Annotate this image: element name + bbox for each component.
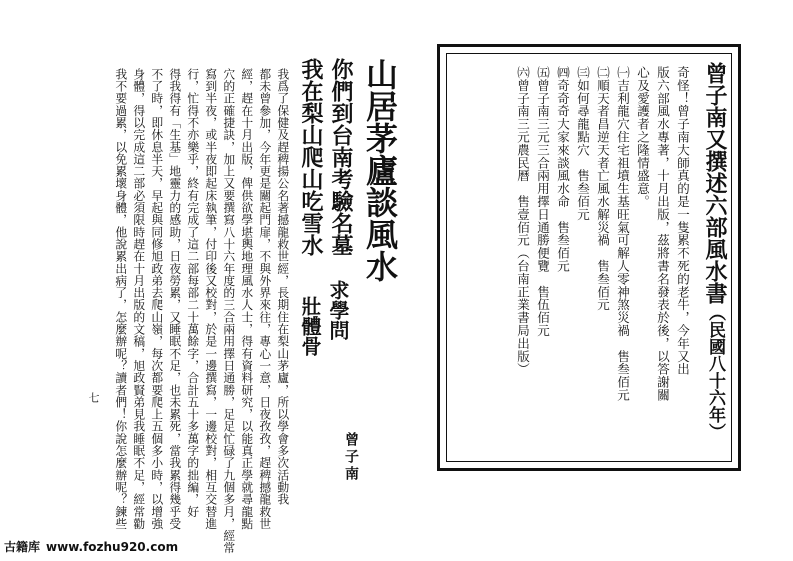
- article-body-line-5: 寫到半夜，或半夜即起床執筆，付印後又校對，於是一邊撰寫，一邊校對，相互交替進: [203, 68, 218, 530]
- advertisement-title-note: （民國八十六年）: [705, 304, 725, 440]
- article-title: 山居茅廬談風水: [361, 58, 399, 282]
- advertisement-book-item-3: ㈢如何尋龍點穴 售叁佰元: [575, 66, 591, 221]
- article-subtitle-line-1: 你們到台南考驗名墓: [328, 58, 354, 256]
- advertisement-title-column: [704, 62, 726, 440]
- footer-watermark: [4, 538, 178, 555]
- advertisement-line-3: 心及愛護者之隆情盛意。: [635, 66, 651, 208]
- article-body-line-10: 我不要過累，以免累壞身體，他說累出病了，怎麼辦呢？讀者們！你說怎麼辦呢？鍊些: [113, 68, 128, 530]
- article-author: 曾子南: [343, 432, 359, 483]
- article-body-line-9: 身體，得以完成這二部必須限時趕在十月出版的文稿，旭政賢弟見我睡眠不足，經常勸: [131, 68, 146, 530]
- footer-url[interactable]: www.fozhu920.com: [46, 540, 179, 554]
- advertisement-book-item-4: ㈣奇奇奇大家來談風水命 售叁佰元: [555, 66, 571, 273]
- page-number: 七: [87, 392, 100, 403]
- advertisement-book-item-5: ㈤曾子南三元三合兩用擇日通勝便覽 售伍佰元: [535, 66, 551, 337]
- advertisement-line-1: 奇怪！曾子南大師真的是一隻累不死的老牛，今年又出: [675, 66, 691, 376]
- advertisement-book-item-6: ㈥曾子南三元農民曆 售壹佰元（台南正業書局出版）: [515, 66, 531, 376]
- article-body-line-3: 經，趕在十月出版，俾供欲學堪輿地理風水人士，得有資料研究，以能真正學就尋龍點: [239, 68, 254, 530]
- advertisement-line-2: 版六部風水專著，十月出版，茲將書名發表於後，以答謝關: [655, 66, 671, 402]
- article-body-line-7: 得我得有「生基」地靈力的感助，日夜勞累，又睡眠不足，也未累死，當我累得幾乎受: [167, 68, 182, 530]
- article-body-line-8: 不了時，即休息半天，早起與同修旭政弟去爬山嶺，每次都要爬上五個多小時，以增強: [149, 68, 164, 530]
- advertisement-book-item-2: ㈡順天者昌逆天者亡風水解災禍 售叁佰元: [595, 66, 611, 312]
- article-side-line-2: 壯體骨: [298, 296, 322, 356]
- advertisement-title: 曾子南又撰述六部風水書: [702, 62, 728, 304]
- article-body-line-4: 穴的正確捷訣，加上又要撰寫八十六年度的三合兩用擇日通勝，足足忙碌了九個多月，經常: [221, 68, 236, 554]
- article-body-line-6: 行，忙得不亦樂乎，終有完成了這二部每部二十萬餘字，合計五十多萬字的拙編，好: [185, 68, 200, 518]
- article-subtitle-line-2: 我在梨山爬山吃雪水: [298, 58, 324, 256]
- footer-site-name: 古籍库: [4, 540, 41, 554]
- article-body-line-2: 都未曾參加，今年更是關起門扉，不與外界來往，專心一意，日夜孜孜，趕稗撼龍救世: [257, 68, 272, 530]
- article-side-line-1: 求學問: [326, 280, 350, 340]
- article-body-line-1: 我爲了保健及趕稗揚公名著撼龍救世經，長期住在梨山茅廬，所以學會多次活動我: [275, 68, 290, 506]
- advertisement-book-item-1: ㈠吉利龍穴住宅祖墳生基旺氣可解人零神煞災禍 售叁佰元: [615, 66, 631, 402]
